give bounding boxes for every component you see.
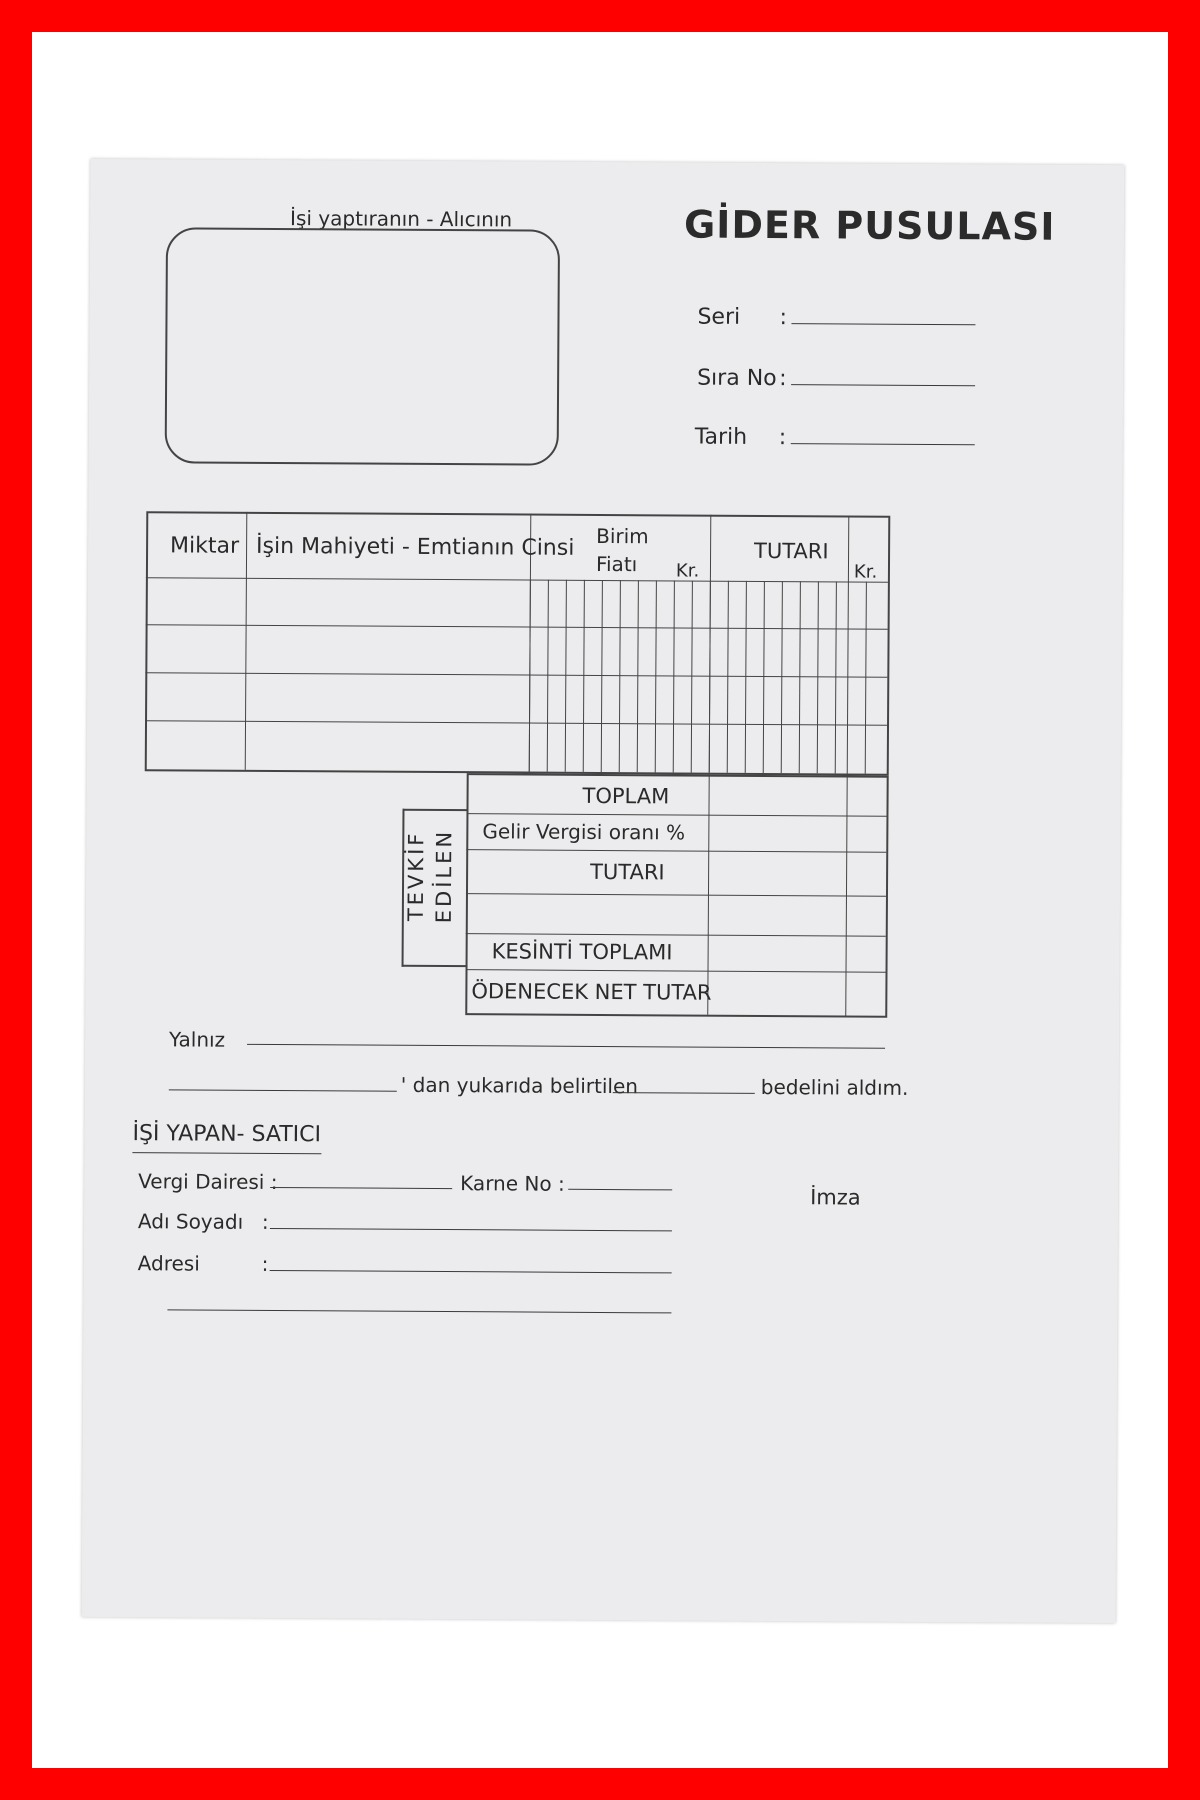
series-field[interactable] bbox=[791, 323, 975, 325]
seller-heading: İŞİ YAPAN- SATICI bbox=[132, 1121, 321, 1154]
tax-office-field[interactable] bbox=[270, 1187, 452, 1189]
income-tax-rate-label: Gelir Vergisi oranı % bbox=[482, 819, 686, 845]
date-field[interactable] bbox=[791, 443, 975, 445]
order-no-field[interactable] bbox=[791, 384, 975, 386]
series-label: Seri bbox=[697, 304, 741, 330]
expense-voucher-form bbox=[82, 159, 1125, 1623]
only-label: Yalnız bbox=[169, 1027, 226, 1052]
total-label: TOPLAM bbox=[582, 783, 670, 809]
col-description: İşin Mahiyeti - Emtianın Cinsi bbox=[256, 533, 575, 561]
withheld-label-2: EDİLEN bbox=[431, 828, 457, 924]
payer-name-field[interactable] bbox=[169, 1089, 397, 1091]
col-amount-kr: Kr. bbox=[853, 561, 878, 583]
from-text: ' dan yukarıda belirtilen bbox=[400, 1072, 639, 1099]
date-label: Tarih bbox=[694, 424, 748, 450]
page-title: GİDER PUSULASI bbox=[683, 202, 1056, 249]
series-sep: : bbox=[779, 305, 788, 331]
received-text: bedelini aldım. bbox=[760, 1074, 909, 1100]
col-amount: TUTARI bbox=[754, 538, 829, 564]
amount-label: TUTARI bbox=[590, 859, 665, 885]
address-field-2[interactable] bbox=[167, 1309, 671, 1313]
address-label: Adresi bbox=[137, 1251, 200, 1276]
col-unit-price-kr: Kr. bbox=[675, 560, 700, 582]
buyer-label: İşi yaptıranın - Alıcının bbox=[290, 206, 513, 232]
address-sep: : bbox=[261, 1251, 269, 1276]
deduction-total-label: KESİNTİ TOPLAMI bbox=[491, 939, 673, 965]
card-no-field[interactable] bbox=[568, 1189, 672, 1191]
col-quantity: Miktar bbox=[170, 533, 240, 559]
order-no-label: Sıra No bbox=[697, 365, 777, 392]
col-unit-price-1: Birim bbox=[596, 523, 649, 549]
name-label: Adı Soyadı bbox=[137, 1209, 244, 1234]
col-unit-price-2: Fiatı bbox=[595, 551, 638, 577]
buyer-box[interactable] bbox=[165, 227, 560, 465]
amount-in-words-field[interactable] bbox=[247, 1044, 885, 1049]
tax-office-label: Vergi Dairesi : bbox=[138, 1169, 278, 1195]
name-sep: : bbox=[261, 1209, 269, 1234]
address-field[interactable] bbox=[270, 1270, 672, 1273]
net-payable-label: ÖDENECEK NET TUTAR bbox=[471, 979, 712, 1005]
withheld-label-1: TEVKİF bbox=[403, 830, 429, 922]
name-field[interactable] bbox=[270, 1228, 672, 1231]
signature-label: İmza bbox=[810, 1185, 861, 1210]
date-sep: : bbox=[778, 425, 787, 451]
card-no-label: Karne No : bbox=[460, 1171, 565, 1196]
order-no-sep: : bbox=[779, 366, 787, 392]
